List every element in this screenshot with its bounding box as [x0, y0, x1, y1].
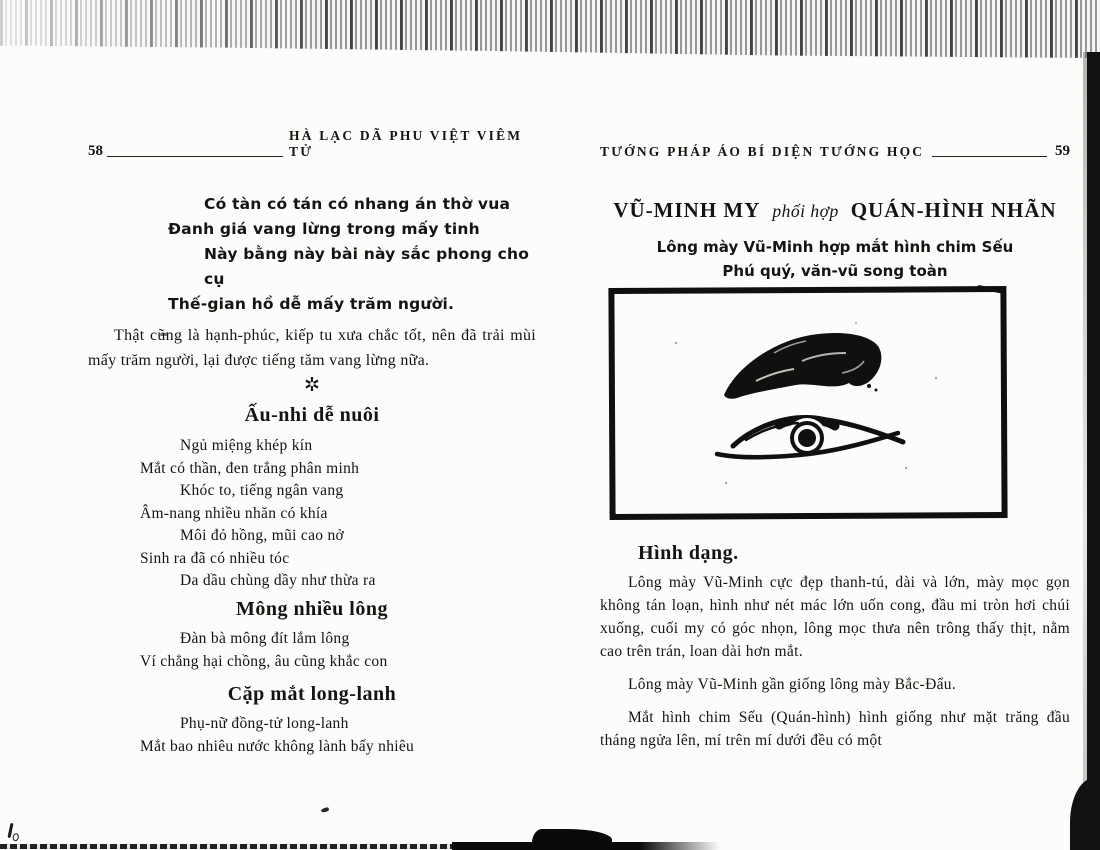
figure-border	[610, 287, 1005, 519]
section-heading-cap-mat: Cặp mắt long-lanh	[227, 682, 397, 705]
scan-artifact-stray-mark	[7, 823, 13, 838]
eye-drawing	[717, 418, 903, 458]
verse-cap-mat	[88, 712, 536, 759]
verse-line: Da dầu chùng dầy như thừa ra	[180, 572, 376, 589]
verse-line: Môi đỏ hồng, mũi cao nở	[180, 527, 345, 544]
header-rule	[107, 156, 283, 157]
left-body-paragraph: Thật cũng là hạnh-phúc, kiếp tu xưa chắc tốt, nên đã trải mùi mấy trăm người, lại được tiếng tăm vang lừng nữa.	[88, 327, 536, 369]
chapter-title-connector: phối hợp	[772, 201, 839, 221]
verse-au-nhi	[88, 435, 536, 593]
body-paragraph: Lông mày Vũ-Minh gần giống lông mày Bắc-Đẩu.	[628, 676, 957, 693]
header-rule	[932, 156, 1047, 157]
verse-line: Đanh giá vang lừng trong mấy tinh	[168, 220, 480, 238]
right-running-title: TƯỚNG PHÁP ÁO BÍ DIỆN TƯỚNG HỌC	[600, 144, 925, 159]
verse-line: Khóc to, tiếng ngân vang	[180, 482, 344, 499]
body-paragraph: Lông mày Vũ-Minh cực đẹp thanh-tú, dài và lớn, mày mọc gọn không tán loạn, hình như nét mác lớn uốn cong, đầu mi tròn hơi chúi xuống, cuối my có góc nhọn, lông mọc thưa nên trông thấy thịt, nằm cao trên trán, loan dài hơn mắt.	[600, 574, 1070, 660]
left-page-number: 58	[88, 143, 103, 159]
verse-line: Ngủ miệng khép kín	[180, 437, 313, 454]
left-running-header	[88, 128, 536, 160]
verse-line: Mắt có thần, đen trắng phân minh	[140, 459, 360, 477]
verse-line: Này bằng này bài này sắc phong cho cụ	[204, 245, 530, 288]
opening-verse	[88, 192, 536, 317]
verse-line: Thế-gian hồ dễ mấy trăm người.	[168, 295, 455, 313]
scan-speck	[321, 807, 330, 813]
chapter-title-left: VŨ-MINH MY	[613, 198, 761, 222]
eyebrow-drawing	[724, 333, 881, 399]
scan-artifact-right-bar	[1087, 52, 1100, 850]
verse-line: Phụ-nữ đồng-tử long-lanh	[180, 714, 349, 732]
right-page	[600, 140, 1070, 752]
section-heading-mong: Mông nhiều lông	[236, 597, 388, 620]
subtitle-line: Lông mày Vũ-Minh hợp mắt hình chim Sếu	[656, 238, 1014, 256]
section-heading-hinh-dang: Hình dạng.	[638, 542, 739, 564]
divider-ornament: ✲	[304, 374, 320, 396]
verse-line: Mắt bao nhiêu nước không lành bấy nhiêu	[140, 738, 415, 755]
right-page-number: 59	[1055, 143, 1070, 159]
scan-artifact-top-stripes	[0, 0, 1100, 58]
right-running-header	[600, 140, 1070, 160]
verse-line: Ví chẳng hại chồng, âu cũng khắc con	[140, 653, 388, 670]
scan-artifact-bottom-blot	[452, 842, 720, 850]
subtitle-line: Phú quý, văn-vũ song toàn	[722, 262, 948, 280]
verse-mong	[88, 627, 536, 674]
body-paragraph: Mắt hình chim Sếu (Quán-hình) hình giống như mặt trăng đầu tháng ngửa lên, mí trên mí dưới đều có một	[600, 709, 1070, 749]
chapter-subtitle	[600, 235, 1070, 283]
figure-svg	[606, 283, 1011, 523]
verse-line: Sinh ra đã có nhiều tóc	[140, 549, 290, 567]
scan-artifact-bottom-right-corner	[1070, 778, 1100, 850]
verse-line: Có tàn có tán có nhang án thờ vua	[204, 195, 511, 213]
verse-line: Đàn bà mông đít lắm lông	[180, 629, 350, 647]
verse-line: Âm-nang nhiều nhăn có khía	[140, 504, 328, 522]
left-running-title: HÀ LẠC DÃ PHU VIỆT VIÊM TỬ	[289, 128, 523, 159]
left-page	[88, 128, 536, 759]
chapter-title-right: QUÁN-HÌNH NHÃN	[850, 198, 1057, 222]
chapter-title	[600, 196, 1070, 227]
figure-eye-illustration	[606, 283, 1011, 523]
section-heading-au-nhi: Ấu-nhi dễ nuôi	[244, 404, 380, 426]
